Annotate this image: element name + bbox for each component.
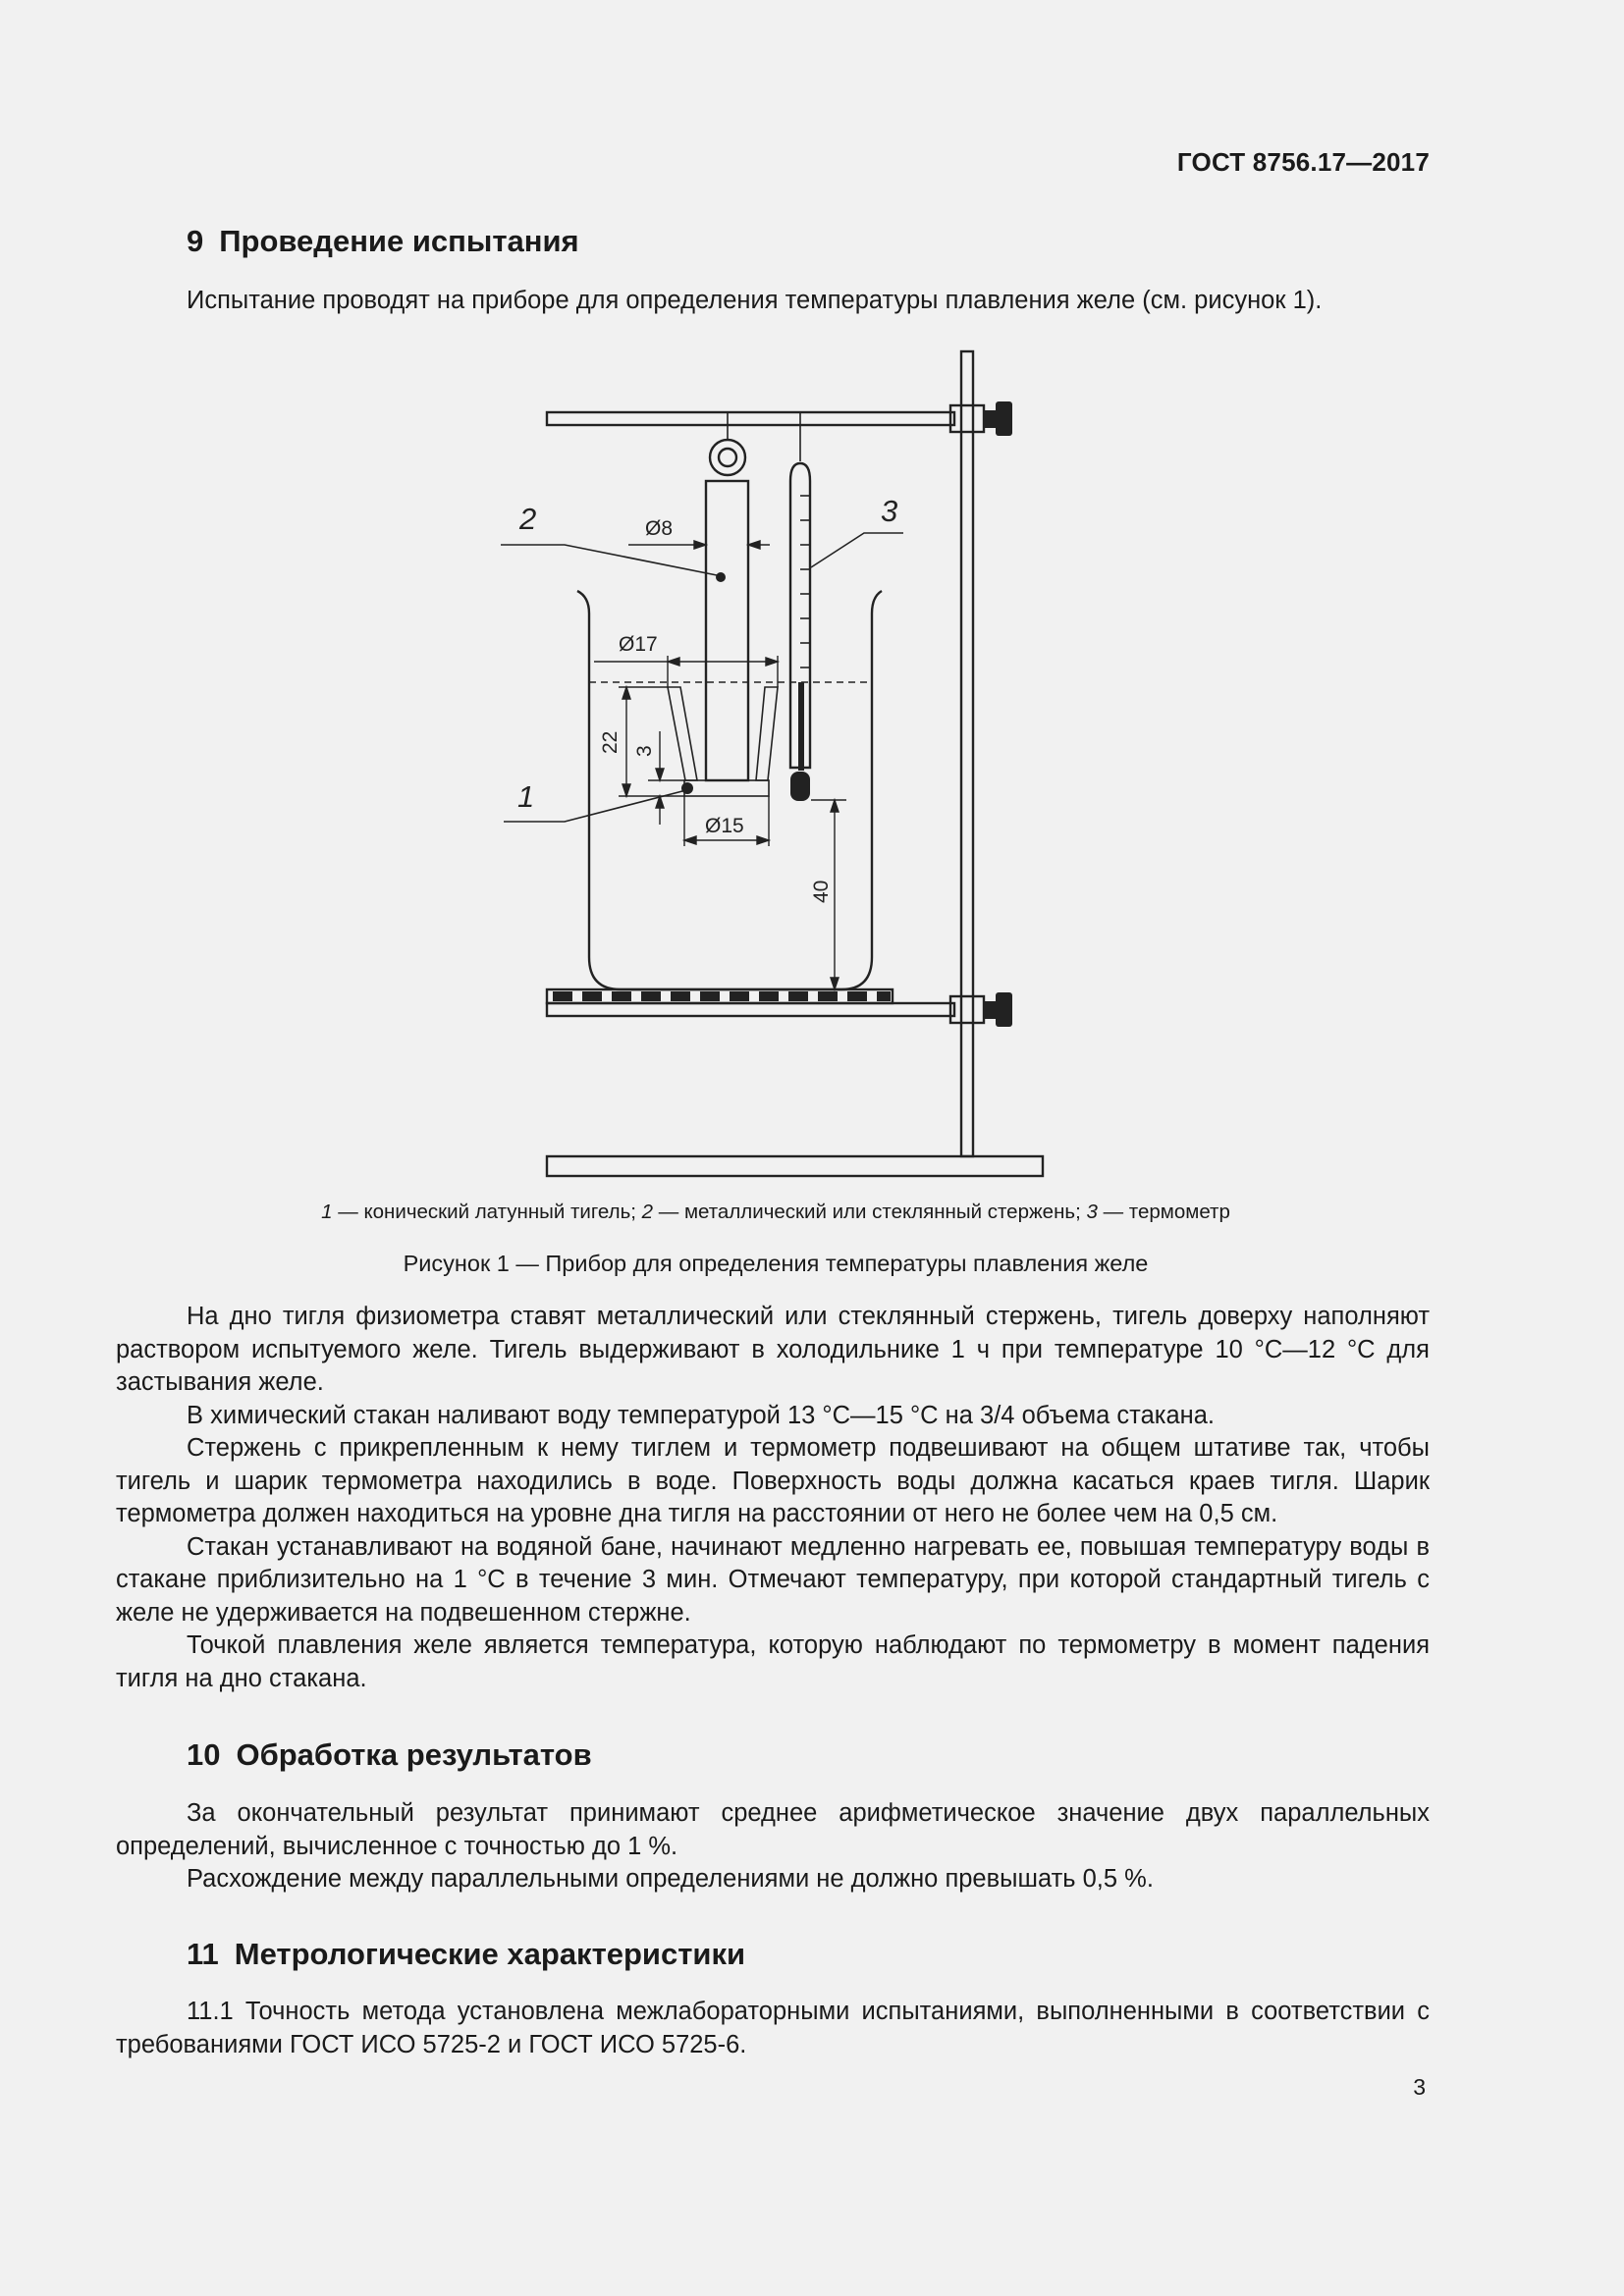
stand-base [547, 1156, 1043, 1176]
section-11-title: Метрологические характеристики [234, 1937, 746, 1971]
dim-h40: 40 [810, 880, 833, 903]
legend-num-1: 1 [321, 1201, 333, 1223]
thermometer-bulb [790, 772, 810, 801]
figure-caption: Рисунок 1 — Прибор для определения температуры плавления желе [403, 1251, 1149, 1276]
legend-text-2: — металлический или стеклянный стержень; [653, 1201, 1087, 1223]
page-number: 3 [1413, 2074, 1426, 2100]
paragraph: 11.1 Точность метода установлена межлабораторными испытаниями, выполненными в соответствии с требованиями ГОСТ ИСО 5725-2 и ГОСТ ИСО 5725-6. [116, 1998, 1430, 2058]
callout-1: 1 [517, 779, 535, 814]
crucible-marker [681, 782, 693, 794]
legend-num-3: 3 [1086, 1201, 1098, 1223]
stem-ring-outer [710, 440, 745, 475]
stem [706, 481, 748, 780]
figure-legend [0, 1201, 1551, 1224]
dim-d8: Ø8 [645, 517, 674, 540]
top-clamp-knob [996, 401, 1012, 436]
legend-num-2: 2 [641, 1201, 654, 1223]
bath-plate-pattern [553, 991, 891, 1001]
top-clamp-screw [984, 410, 996, 428]
paragraph: В химический стакан наливают воду температурой 13 °С—15 °С на 3/4 объема стакана. [187, 1401, 1215, 1429]
legend-text-1: — конический латунный тигель; [332, 1201, 642, 1223]
thermometer-capillary [798, 682, 804, 771]
top-arm [547, 412, 954, 425]
callout-3-leader [811, 533, 903, 567]
dim-h3: 3 [633, 745, 656, 757]
section-10-heading [187, 1737, 592, 1773]
crucible-left-wall [668, 687, 697, 780]
section-11-heading [187, 1937, 745, 1972]
crucible-right-wall [756, 687, 778, 780]
paragraph: Расхождение между параллельными определениями не должно превышать 0,5 %. [187, 1865, 1154, 1893]
bottom-arm [547, 1003, 954, 1016]
standard-code: ГОСТ 8756.17—2017 [1176, 147, 1430, 177]
bottom-clamp-knob [996, 992, 1012, 1027]
callout-3: 3 [881, 494, 898, 528]
section-10-title: Обработка результатов [236, 1737, 592, 1772]
dim-d17: Ø17 [619, 633, 658, 656]
section-9-title: Проведение испытания [219, 224, 579, 258]
dim-d15: Ø15 [705, 815, 744, 837]
paragraph: На дно тигля физиометра ставят металлический или стеклянный стержень, тигель доверху наполняют раствором испытуемого желе. Тигель выдерживают в холодильнике 1 ч при температуре 10 °С—12 °С для застывания желе. [116, 1303, 1430, 1396]
stem-marker [716, 572, 726, 582]
stem-ring-inner [719, 449, 736, 466]
stand-rod [961, 351, 973, 1156]
callout-2-leader [501, 545, 717, 575]
bottom-clamp-screw [984, 1001, 996, 1019]
section-9-number: 9 [187, 224, 204, 258]
paragraph: Стакан устанавливают на водяной бане, начинают медленно нагревать ее, повышая температуру воды в стакане приблизительно на 1 °С в течение 3 мин. Отмечают температуру, при которой стандартный тигель с желе не удерживается на подвешенном стержне. [116, 1532, 1430, 1627]
legend-text-3: — термометр [1097, 1201, 1230, 1223]
section-10-body [116, 1797, 1430, 1896]
dim-h22: 22 [599, 730, 622, 754]
paragraph: За окончательный результат принимают среднее арифметическое значение двух параллельных определений, вычисленное с точностью до 1 %. [116, 1799, 1430, 1860]
crucible-bottom [684, 780, 769, 796]
paragraph: Стержень с прикрепленным к нему тиглем и термометр подвешивают на общем штативе так, чтобы тигель и шарик термометра находились в воде. Поверхность воды должна касаться краев тигля. Шарик термометра должен находиться на уровне дна тигля на расстоянии от него не более чем на 0,5 см. [116, 1434, 1430, 1527]
section-11-body [116, 1996, 1430, 2061]
thermometer-scale [800, 496, 810, 667]
section-9-intro: Испытание проводят на приборе для определения температуры плавления желе (см. рисунок 1). [187, 287, 1323, 314]
callout-2: 2 [519, 502, 537, 536]
section-10-number: 10 [187, 1737, 221, 1772]
paragraph: Точкой плавления желе является температура, которую наблюдают по термометру в момент падения тигля на дно стакана. [116, 1631, 1430, 1692]
section-9-body [116, 1301, 1430, 1695]
section-11-number: 11 [187, 1937, 219, 1971]
